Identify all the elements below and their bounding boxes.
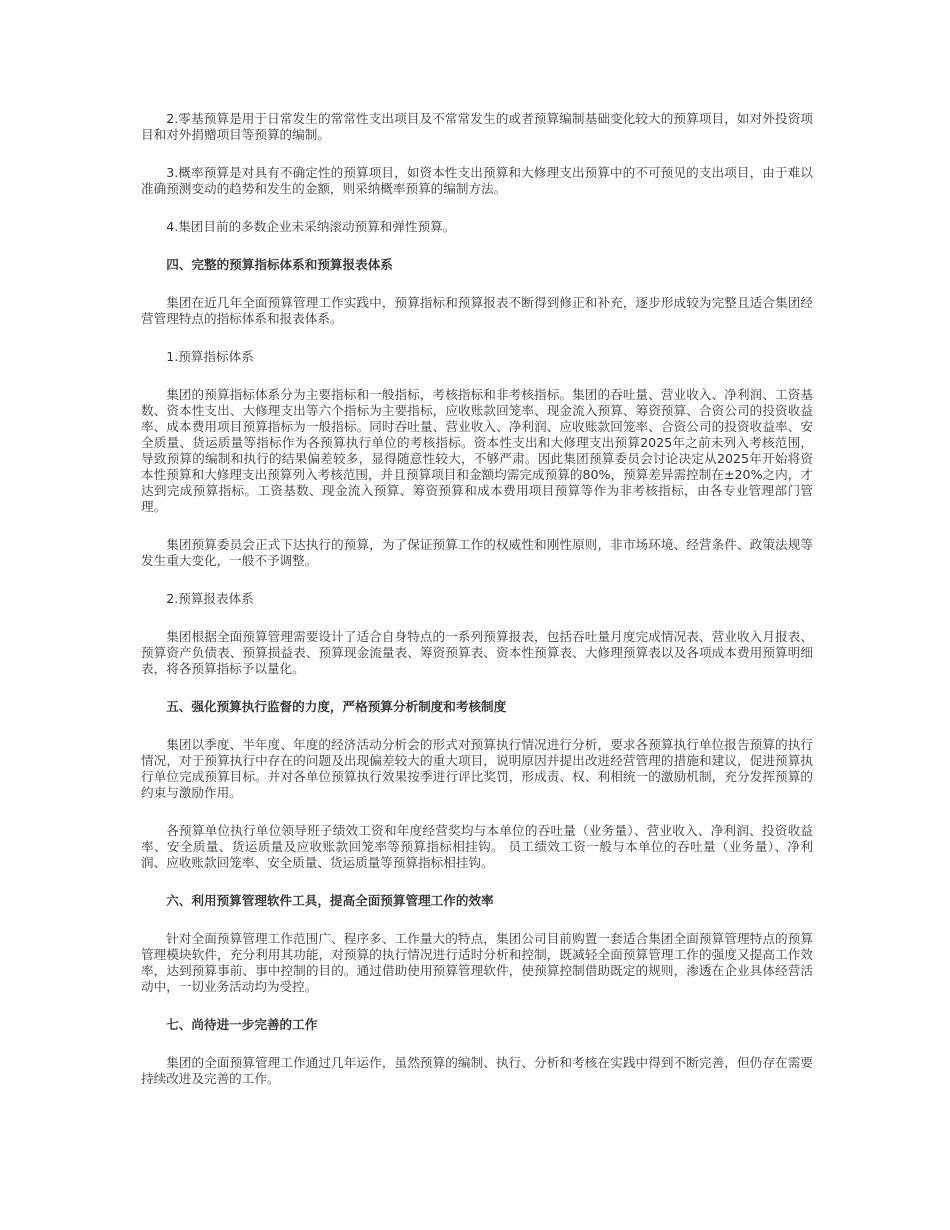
paragraph-system-intro: 集团在近几年全面预算管理工作实践中，预算指标和预算报表不断得到修正和补充，逐步形成较为完整且适合集团经营管理特点的指标体系和报表体系。 [141,295,813,326]
section-heading-6: 六、利用预算管理软件工具，提高全面预算管理工作的效率 [166,893,494,908]
paragraph-indicator-system: 集团的预算指标体系分为主要指标和一般指标，考核指标和非考核指标。集团的吞吐量、营业收入、净利润、工资基数、资本性支出、大修理支出等六个指标为主要指标，应收账款回笼率、现金流入预算、筹资预算、合资公司的投资收益率、成本费用项目预算指标为一般指标。同时吞吐量、营业收入、净利润、应收账款回笼率、合资公司的投资收益率、安全质量、货运质量等指标作为各预算执行单位的考核指标。资本性支出和大修理支出预算2025年之前未列入考核范围，导致预算的编制和执行的结果偏差较多，显得随意性较大，不够严肃。因此集团预算委员会讨论决定从2025年开始将资本性预算和大修理支出预算列入考核范围，并且预算项目和金额均需完成预算的80%，预算差异需控制在±20%之内，才达到完成预算指标。工资基数、现金流入预算、筹资预算和成本费用项目预算等作为非考核指标，由各专业管理部门管理。 [141,387,813,514]
subheading-indicator-system: 1.预算指标体系 [166,349,254,364]
section-heading-7: 七、尚待进一步完善的工作 [166,1017,318,1032]
paragraph-probability-budget: 3.概率预算是对具有不确定性的预算项目，如资本性支出预算和大修理支出预算中的不可预见的支出项目，由于难以准确预测变动的趋势和发生的金额，则采纳概率预算的编制方法。 [141,165,813,196]
paragraph-software-tools: 针对全面预算管理工作范围广、程序多、工作量大的特点，集团公司目前购置一套适合集团全面预算管理特点的预算管理模块软件，充分利用其功能，对预算的执行情况进行适时分析和控制，既减轻全面预算管理工作的强度又提高工作效率，达到预算事前、事中控制的目的。通过借助使用预算管理软件，使预算控制借助既定的规则，渗透在企业具体经营活动中，一切业务活动均为受控。 [141,931,813,994]
paragraph-performance-link: 各预算单位执行单位领导班子绩效工资和年度经营奖均与本单位的吞吐量（业务量）、营业收入、净利润、投资收益率、安全质量、货运质量及应收账款回笼率等预算指标相挂钩。 员工绩效工资一般与本单位的吞吐量（业务量）、净利润、应收账款回笼率、安全质量、货运质量等预算指标相挂钩。 [141,823,813,870]
paragraph-rolling-budget: 4.集团目前的多数企业未采纳滚动预算和弹性预算。 [166,219,456,234]
subheading-report-system: 2.预算报表体系 [166,591,254,606]
paragraph-zero-based-budget: 2.零基预算是用于日常发生的常常性支出项目及不常常发生的或者预算编制基础变化较大的预算项目，如对外投资项目和对外捐赠项目等预算的编制。 [141,111,813,142]
paragraph-budget-adjustment: 集团预算委员会正式下达执行的预算，为了保证预算工作的权威性和刚性原则，非市场环境、经营条件、政策法规等发生重大变化，一般不予调整。 [141,537,813,568]
paragraph-improvement: 集团的全面预算管理工作通过几年运作，虽然预算的编制、执行、分析和考核在实践中得到不断完善，但仍存在需要持续改进及完善的工作。 [141,1055,813,1086]
document-body [141,111,813,1109]
paragraph-report-system: 集团根据全面预算管理需要设计了适合自身特点的一系列预算报表，包括吞吐量月度完成情况表、营业收入月报表、预算资产负债表、预算损益表、预算现金流量表、筹资预算表、资本性预算表、大修理预算表以及各项成本费用预算明细表，将各预算指标予以量化。 [141,629,813,676]
section-heading-5: 五、强化预算执行监督的力度，严格预算分析制度和考核制度 [166,699,507,714]
section-heading-4: 四、完整的预算指标体系和预算报表体系 [166,257,393,272]
paragraph-execution-analysis: 集团以季度、半年度、年度的经济活动分析会的形式对预算执行情况进行分析，要求各预算执行单位报告预算的执行情况，对于预算执行中存在的问题及出现偏差较大的重大项目，说明原因并提出改进经营管理的措施和建议，促进预算执行单位完成预算目标。并对各单位预算执行效果按季进行评比奖罚，形成责、权、利相统一的激励机制，充分发挥预算的约束与激励作用。 [141,737,813,800]
